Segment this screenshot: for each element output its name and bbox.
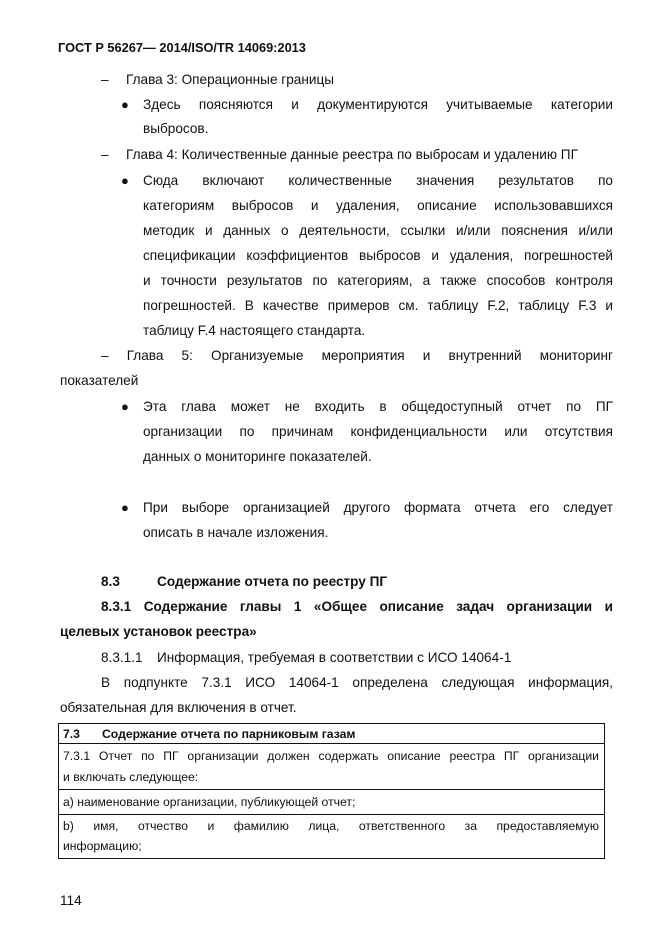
paragraph-line1: В подпункте 7.3.1 ИСО 14064-1 определена следующая информация, xyxy=(101,675,613,690)
chapter4-bullet-line: Сюда включают количественные значения результатов по xyxy=(143,173,613,188)
chapter4-bullet-line: спецификации коэффициентов выбросов и удаления, погрешностей xyxy=(143,248,613,263)
chapter4-title: Глава 4: Количественные данные реестра по выбросам и удалению ПГ xyxy=(126,147,578,162)
chapter5-bullet2-line: описать в начале изложения. xyxy=(143,525,329,540)
section-8-3-1-1-number: 8.3.1.1 xyxy=(101,650,143,665)
chapter5-title-line2: показателей xyxy=(60,373,139,388)
quote-item-b-line2: информацию; xyxy=(63,839,142,853)
quote-item-a: a) наименование организации, публикующей отчет; xyxy=(63,795,356,809)
divider xyxy=(59,814,604,815)
bullet-marker: ● xyxy=(121,500,129,515)
bullet-marker: ● xyxy=(121,97,129,112)
chapter3-bullet-line1: Здесь поясняются и документируются учитываемые категории xyxy=(143,97,613,112)
chapter5-title-line1: – Глава 5: Организуемые мероприятия и внутренний мониторинг xyxy=(101,348,613,363)
bullet-marker: ● xyxy=(121,399,129,414)
chapter3-title: Глава 3: Операционные границы xyxy=(126,72,335,87)
section-8-3-1-heading-line2: целевых установок реестра» xyxy=(60,624,257,639)
section-8-3-number: 8.3 xyxy=(101,574,120,589)
page-number: 114 xyxy=(60,893,82,908)
section-8-3-1-1-title: Информация, требуемая в соответствии с ИСО 14064-1 xyxy=(157,650,512,665)
divider xyxy=(59,789,604,790)
chapter3-bullet-line2: выбросов. xyxy=(143,121,209,136)
chapter4-bullet-line: категориям выбросов и удаления, описание использовавшихся xyxy=(143,198,613,213)
paragraph-line2: обязательная для включения в отчет. xyxy=(60,700,297,715)
chapter5-bullet1-line: организации по причинам конфиденциальности или отсутствия xyxy=(143,424,613,439)
chapter5-bullet2-line: При выборе организацией другого формата отчета его следует xyxy=(143,500,613,515)
bullet-marker: ● xyxy=(121,173,129,188)
section-8-3-1-heading-line1: 8.3.1 Содержание главы 1 «Общее описание задач организации и xyxy=(101,599,613,614)
chapter5-bullet1-line: данных о мониторинге показателей. xyxy=(143,449,372,464)
chapter4-bullet-line: методик и данных о деятельности, ссылки и/или пояснения и/или xyxy=(143,223,613,238)
quote-heading-title: Содержание отчета по парниковым газам xyxy=(102,727,356,741)
dash-marker: – xyxy=(101,72,109,87)
quote-item-b-line1: b) имя, отчество и фамилию лица, ответственного за предоставляемую xyxy=(63,819,599,833)
quote-heading-number: 7.3 xyxy=(63,727,80,741)
chapter4-bullet-line: погрешностей. В качестве примеров см. таблицу F.2, таблицу F.3 и xyxy=(143,298,613,313)
chapter4-bullet-line: таблицу F.4 настоящего стандарта. xyxy=(143,323,366,338)
section-8-3-title: Содержание отчета по реестру ПГ xyxy=(157,574,388,589)
divider xyxy=(59,743,604,744)
chapter5-bullet1-line: Эта глава может не входить в общедоступный отчет по ПГ xyxy=(143,399,613,414)
quote-p1-line1: 7.3.1 Отчет по ПГ организации должен содержать описание реестра ПГ организации xyxy=(63,749,599,763)
chapter4-bullet-line: и точности результатов по категориям, а также способов контроля xyxy=(143,273,613,288)
document-header: ГОСТ Р 56267— 2014/ISO/TR 14069:2013 xyxy=(58,40,306,55)
quoted-standard-box xyxy=(58,723,605,859)
dash-marker: – xyxy=(101,147,109,162)
quote-p1-line2: и включать следующее: xyxy=(63,770,199,784)
